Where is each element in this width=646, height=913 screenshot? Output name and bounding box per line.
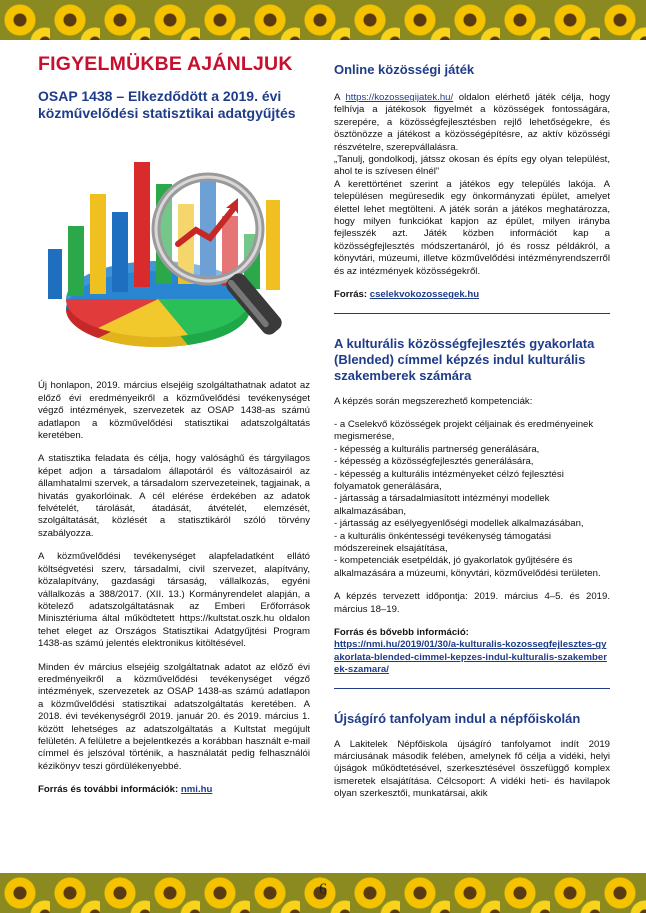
intro-prefix: A bbox=[334, 92, 340, 103]
source-link[interactable]: nmi.hu bbox=[180, 784, 213, 796]
training-source-link[interactable]: https://nmi.hu/2019/01/30/a-kulturalis-kozossegfejlesztes-gyakorlata-blended-cimmel-kepzes-indul-kulturalis-szakemberek-szamara/ bbox=[334, 639, 607, 676]
chart-magnifier-icon bbox=[38, 134, 310, 372]
page-number: 6 bbox=[319, 881, 327, 898]
list-item: - jártasság a társadalmiasított intézményi modellek alkalmazásában, bbox=[334, 493, 550, 517]
game-source-link[interactable]: cselekvokozossegek.hu bbox=[369, 289, 480, 301]
competency-list bbox=[334, 419, 610, 580]
divider bbox=[334, 688, 610, 689]
paragraph-4: Minden év március elsejéig szolgáltatnak adatot az előző évi eredményeikről a közművelődési tevékenységet végző intézmények, szervezetek az OSAP 1438-as számú adatlapon a közművelődési statisztikai adatszolgáltatás keretében. A 2018. évi tevékenységről 2019. január 20. és 2019. március 1. között lehetséges az adatszolgáltatás a Kultstat megújult felületén. A felületre a bejelentkezés a korábban használt e-mail címmel és jelszóval történik, a használatát pedig felhasználói kézikönyv teszi gördülékenyebbé. bbox=[38, 661, 310, 772]
section-title: FIGYELMÜKBE AJÁNLJUK bbox=[38, 53, 293, 75]
list-item: - a kulturális önkéntességi tevékenység támogatási módszereinek elsajátítása, bbox=[334, 530, 552, 554]
list-item: - kompetenciák esetpéldák, jó gyakorlatok gyűjtésére és alkalmazására a múzeumi, könyvtári, közművelődési területen. bbox=[334, 555, 601, 579]
game-quote: „Tanulj, gondolkodj, játssz okosan és építs egy olyan települést, ahol te is szívesen élnél” bbox=[334, 154, 610, 178]
paragraph-2: A statisztika feladata és célja, hogy valósághű és tárgyilagos képet adjon a társadalom állapotáról és változásairól az államhatalmi szervek, a társadalom szervezeteinek, tagjainak, a hivatás gyakorlóinak. A cél elérése érdekében az adatok felvételét, tárolását, átadását, átvételét, elemzését, szolgáltatását, közlését a statisztikáról szóló törvény szabályozza. bbox=[38, 453, 310, 539]
paragraph-3: A közművelődési tevékenységet alapfeladatként ellátó költségvetési szerv, társadalmi, civil szervezet, alapítvány, közalapítvány, gazdasági társaság, vállalkozás, egyéni vállalkozás a 388/2017. (XII. 13.) Kormányrendelet alapján, a kötelező adatszolgáltatásnak az Emberi Erőforrások Minisztériuma által működtetett https://kultstat.oszk.hu oldalon tehet eleget az Országos Statisztikai Adatgyűjtési Program 1438-as számú jelentés elektronikus kitöltésével. bbox=[38, 551, 310, 650]
training-intro: A képzés során megszerezhető kompetenciák: bbox=[334, 395, 533, 407]
game-story: A kerettörténet szerint a játékos egy település lakója. A településen megüresedik egy önkormányzati épület, amelyet élettel lehet megtölteni. A játék során a játékos meghatározza, hogy milyen funkciókat kapjon az épület, milyen irányba fejlesszék azt. Játék közben információt kap a közösségfejlesztés módszertanáról, jó és rossz példákról, a könyvtári, múzeumi, illetve közművelődési intézményrendszerről és az intézmények közösségekről. bbox=[334, 178, 610, 277]
journalism-title: Újságíró tanfolyam indul a népfőiskolán bbox=[334, 710, 581, 726]
source-line bbox=[38, 784, 310, 796]
sunflower-header-band bbox=[0, 0, 646, 40]
training-dates: A képzés tervezett időpontja: 2019. március 4–5. és 2019. március 18–19. bbox=[334, 591, 610, 615]
list-item: - képesség a közösségfejlesztés generálására, bbox=[334, 456, 534, 468]
source-label: Forrás és további információk: bbox=[38, 784, 179, 796]
right-column bbox=[334, 52, 610, 812]
article-title: OSAP 1438 – Elkezdődött a 2019. évi közművelődési statisztikai adatgyűjtés bbox=[38, 88, 296, 122]
training-source-line bbox=[334, 627, 610, 677]
list-item: - képesség a kulturális intézményeket célzó fejlesztési folyamatok generálására, bbox=[334, 468, 564, 492]
divider bbox=[334, 313, 610, 314]
list-item: - képesség a kulturális partnerség generálására, bbox=[334, 443, 540, 455]
list-item: - a Cselekvő közösségek projekt céljainak és eredményeinek megismerése, bbox=[334, 418, 594, 443]
training-source-label: Forrás és bővebb információ: bbox=[334, 627, 469, 638]
game-source-label: Forrás: bbox=[334, 289, 368, 301]
sunflower-footer-band bbox=[0, 873, 646, 913]
game-source-line bbox=[334, 289, 610, 301]
journalism-text: A Lakitelek Népfőiskola újságíró tanfolyamot indít 2019 márciusának második felében, amelynek fő célja a vidéki, helyi újságok működtetésével, szerkesztésével összefüggő komplex ismeretek elsajátítása. Célcsoport: A vidéki heti- és havilapok olyan szerkesztői, munkatársai, akik bbox=[334, 738, 610, 800]
statistics-illustration bbox=[38, 134, 310, 372]
online-game-intro bbox=[334, 92, 610, 154]
left-column bbox=[38, 52, 310, 808]
online-game-title: Online közösségi játék bbox=[334, 62, 475, 77]
list-item: - jártasság az esélyegyenlőségi modellek alkalmazásában, bbox=[334, 518, 584, 530]
intro-text: oldalon elérhető játék célja, hogy felhívja a játékosok figyelmét a közösségek fontosságára, szerepére, a közösségfejlesztésben rejlő lehetőségekre, és ösztönözze a játékost a közösségépítésre, az aktív közösségi részvételre, szerepvállalásra. bbox=[334, 92, 611, 153]
training-title: A kulturális közösségfejlesztés gyakorlata (Blended) címmel képzés indul kulturális szakemberek számára bbox=[334, 335, 595, 383]
paragraph-1: Új honlapon, 2019. március elsejéig szolgáltathatnak adatot az előző évi eredményeikről a közművelődési tevékenységet végző intézmények, szervezetek az OSAP 1438-as számú adatlapon a közművelődési statisztikai adatszolgáltatás keretében. bbox=[38, 380, 310, 442]
game-link[interactable]: https://kozossegijatek.hu/ bbox=[345, 92, 454, 103]
